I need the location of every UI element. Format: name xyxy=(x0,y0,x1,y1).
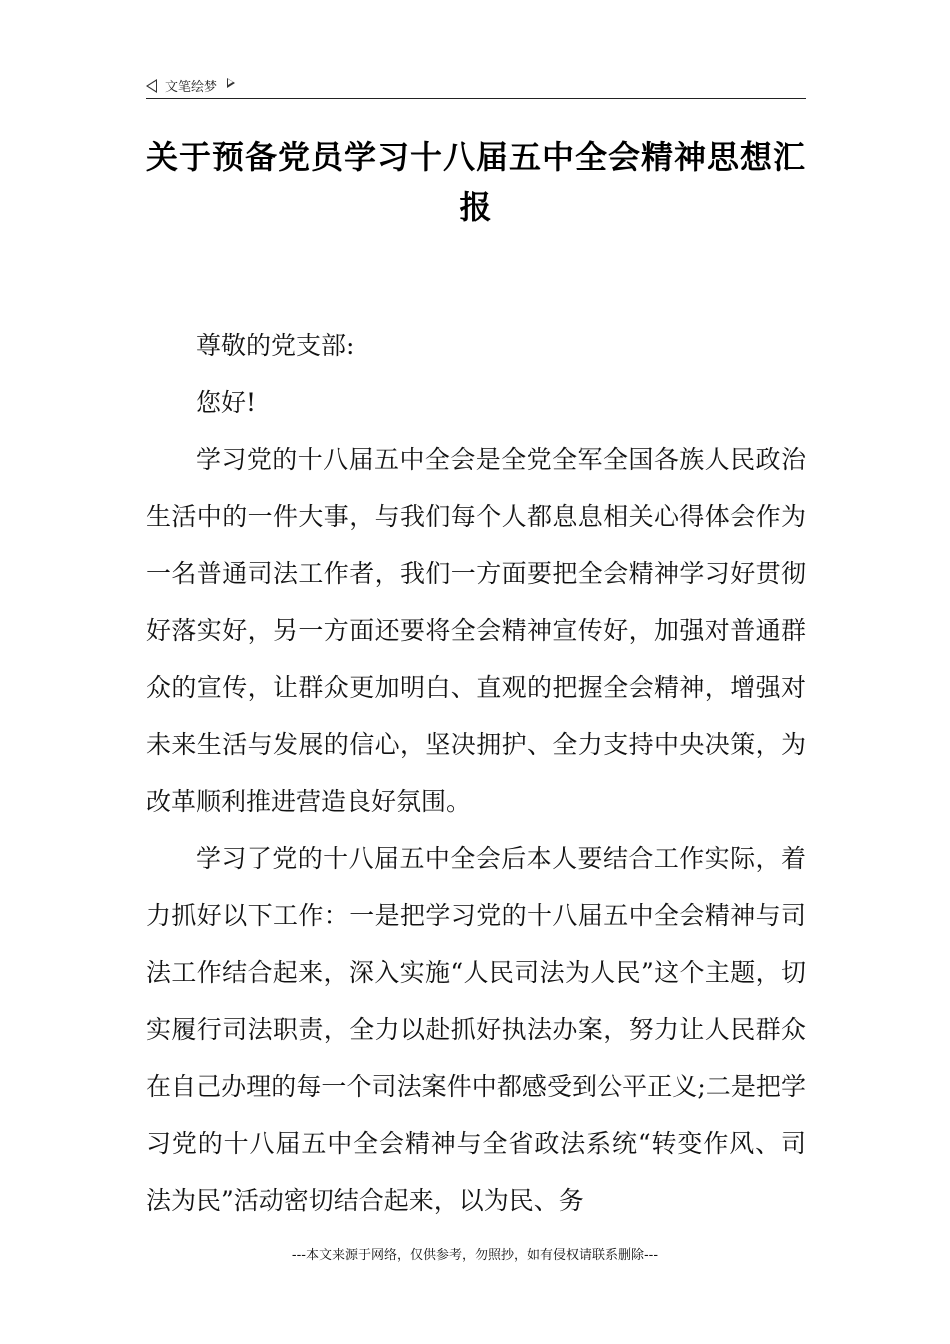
page-header xyxy=(146,74,806,99)
greeting: 您好! xyxy=(196,388,257,417)
body-paragraph: 学习了党的十八届五中全会后本人要结合工作实际，着力抓好以下工作：一是把学习党的十八届五中全会精神与司法工作结合起来，深入实施“人民司法为人民”这个主题，切实履行司法职责，全力以赴抓好执法办案，努力让人民群众在自己办理的每一个司法案件中都感受到公平正义;二是把学习党的十八届五中全会精神与全省政法系统“转变作风、司法为民”活动密切结合起来，以为民、务 xyxy=(146,844,806,1215)
triangle-right-icon xyxy=(227,78,235,88)
document-title: 关于预备党员学习十八届五中全会精神思想汇报 xyxy=(146,138,807,226)
footer-disclaimer: ---本文来源于网络，仅供参考，勿照抄，如有侵权请联系删除--- xyxy=(291,1248,659,1263)
header-brand: 文笔绘梦 xyxy=(165,80,218,95)
header-brand-group xyxy=(146,76,235,95)
triangle-left-icon xyxy=(146,79,157,93)
document-body xyxy=(146,317,806,1229)
body-paragraph: 学习党的十八届五中全会是全党全军全国各族人民政治生活中的一件大事，与我们每个人都息息相关心得体会作为一名普通司法工作者，我们一方面要把全会精神学习好贯彻好落实好，另一方面还要将全会精神宣传好，加强对普通群众的宣传，让群众更加明白、直观的把握全会精神，增强对未来生活与发展的信心，坚决拥护、全力支持中央决策，为改革顺利推进营造良好氛围。 xyxy=(146,445,806,816)
salutation: 尊敬的党支部: xyxy=(196,331,355,360)
